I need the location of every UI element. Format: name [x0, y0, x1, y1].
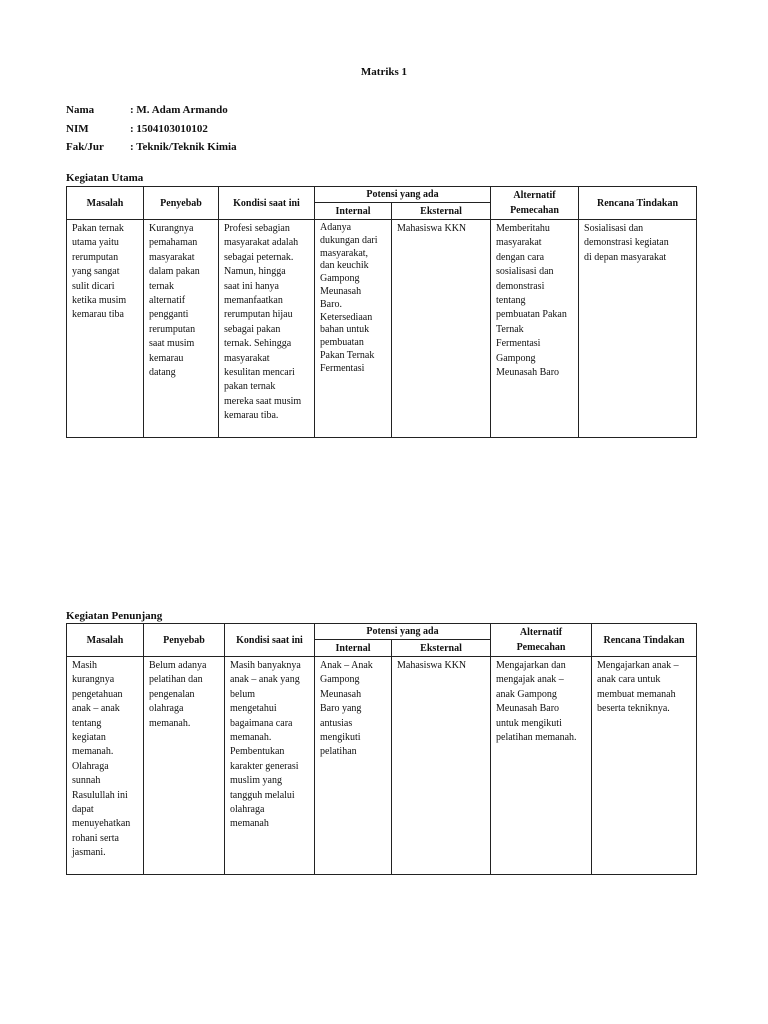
header-masalah: Masalah	[67, 624, 144, 657]
cell-line: jasmani.	[72, 847, 106, 859]
field-label: NIM	[66, 123, 89, 135]
cell-line: karakter generasi	[230, 760, 299, 772]
cell-line: Profesi sebagian	[224, 223, 290, 234]
cell-line: Adanya	[320, 222, 352, 233]
cell-line: dengan cara	[496, 251, 545, 263]
field-value: : 1504103010102	[130, 123, 208, 135]
cell-line: dalam pakan	[149, 266, 200, 278]
cell-line: Mengajarkan dan	[496, 660, 566, 671]
cell-line: Anak – Anak	[320, 660, 373, 671]
cell-line: kemarau tiba	[72, 309, 124, 321]
field-nim	[66, 123, 208, 135]
cell-line: kurangnya	[72, 674, 115, 686]
cell-line: Ternak	[496, 323, 524, 335]
cell-line: memanah.	[149, 717, 191, 729]
cell-line: pakan ternak	[224, 381, 276, 393]
cell-line: saat musim	[149, 338, 195, 350]
cell-line: antusias	[320, 717, 353, 729]
cell-line: rohani serta	[72, 832, 119, 844]
section-label-kegiatan-utama: Kegiatan Utama	[66, 172, 144, 184]
field-label: Nama	[66, 104, 95, 116]
cell-line: masyarakat	[224, 352, 270, 364]
cell-line: di depan masyarakat	[584, 251, 667, 263]
cell-line: tentang	[496, 295, 526, 307]
cell-line: dapat	[72, 804, 94, 816]
cell-line: Mengajarkan anak –	[597, 660, 679, 671]
cell-line: Pakan ternak	[72, 223, 124, 234]
cell-line: tangguh melalui	[230, 789, 295, 801]
cell-line: kemarau tiba.	[224, 410, 279, 422]
cell-line: Masih	[72, 660, 97, 671]
cell-line: sebagai pakan	[224, 323, 281, 335]
cell-line: rerumputan hijau	[224, 309, 293, 321]
cell-line: sebagai peternak.	[224, 251, 294, 263]
field-value: : M. Adam Armando	[130, 104, 228, 116]
cell-line: pemahaman	[149, 237, 198, 249]
cell-line: memanah.	[72, 746, 114, 758]
cell-line: Memberitahu	[496, 223, 550, 234]
cell-line: kemarau	[149, 352, 184, 364]
header-alternatif	[491, 624, 592, 657]
cell-line: datang	[149, 367, 176, 379]
cell-line: anak cara untuk	[597, 674, 661, 686]
cell-line: rerumputan	[149, 323, 196, 335]
cell-line: Baro yang	[320, 703, 362, 715]
cell-kondisi	[225, 657, 315, 875]
cell-line: memanah	[230, 818, 269, 830]
cell-line: ketika musim	[72, 295, 127, 307]
cell-line: membuat memanah	[597, 688, 676, 700]
cell-line: Fermentasi	[496, 338, 541, 350]
cell-line: kesulitan mencari	[224, 367, 295, 379]
cell-line: rerumputan	[72, 251, 119, 263]
cell-line: alternatif	[149, 295, 186, 307]
cell-line: ternak. Sehingga	[224, 338, 292, 350]
header-internal: Internal	[315, 203, 392, 220]
cell-line: pengetahuan	[72, 688, 123, 700]
cell-line: demonstrasi	[496, 280, 545, 292]
header-rencana: Rencana Tindakan	[592, 624, 697, 657]
cell-kondisi	[219, 220, 315, 438]
header-alternatif-line1: Alternatif	[513, 190, 556, 201]
matrix-table-kegiatan-penunjang	[66, 623, 697, 875]
cell-line: memanah.	[230, 732, 272, 744]
header-rencana: Rencana Tindakan	[579, 187, 697, 220]
cell-line: pelatihan memanah.	[496, 732, 577, 744]
header-eksternal: Eksternal	[392, 640, 491, 657]
cell-line: sunnah	[72, 775, 101, 787]
cell-line: masyarakat	[496, 237, 542, 249]
cell-penyebab	[144, 657, 225, 875]
cell-line: utama yaitu	[72, 237, 119, 249]
cell-line: pembuatan Pakan	[496, 309, 567, 321]
header-masalah: Masalah	[67, 187, 144, 220]
cell-line: Pembentukan	[230, 746, 285, 758]
cell-line: Meunasah	[320, 285, 362, 297]
cell-line: Pakan Ternak	[320, 349, 375, 361]
cell-line: Masih banyaknya	[230, 660, 301, 671]
header-alternatif-line2: Pemecahan	[510, 205, 559, 216]
cell-line: Kurangnya	[149, 223, 194, 234]
cell-line: Gampong	[496, 352, 536, 364]
cell-eksternal	[392, 657, 491, 875]
header-eksternal: Eksternal	[392, 203, 491, 220]
header-alternatif-line2: Pemecahan	[516, 642, 566, 653]
cell-line: saat ini hanya	[224, 280, 279, 292]
cell-internal	[315, 220, 392, 438]
cell-line: masyarakat	[149, 251, 195, 263]
header-alternatif	[491, 187, 579, 220]
section-label-kegiatan-penunjang: Kegiatan Penunjang	[66, 610, 163, 622]
cell-line: mengetahui	[230, 703, 277, 715]
cell-line: menuyehatkan	[72, 818, 131, 830]
cell-line: pelatihan dan	[149, 674, 203, 686]
cell-line: Fermentasi	[320, 362, 365, 374]
cell-line: sosialisasi dan	[496, 266, 554, 278]
cell-line: Belum adanya	[149, 660, 207, 671]
field-value: : Teknik/Teknik Kimia	[130, 141, 237, 153]
header-potensi: Potensi yang ada	[315, 624, 491, 640]
cell-line: kegiatan	[72, 732, 106, 744]
cell-line: Mahasiswa KKN	[397, 660, 467, 671]
cell-line: Meunasah Baro	[496, 367, 560, 379]
cell-line: mengikuti	[320, 732, 361, 744]
cell-line: masyarakat,	[320, 247, 369, 259]
field-nama	[66, 104, 228, 116]
cell-line: beserta tekniknya.	[597, 703, 670, 715]
cell-line: bagaimana cara	[230, 717, 293, 729]
cell-line: Ketersediaan	[320, 311, 373, 323]
cell-line: pembuatan	[320, 337, 364, 349]
cell-line: tentang	[72, 717, 102, 729]
cell-line: olahraga	[230, 804, 265, 816]
cell-line: Namun, hingga	[224, 266, 286, 278]
cell-line: dukungan dari	[320, 234, 378, 246]
cell-alternatif	[491, 657, 592, 875]
matrix-table-kegiatan-utama	[66, 186, 697, 438]
cell-line: demonstrasi kegiatan	[584, 237, 669, 249]
cell-line: yang sangat	[72, 266, 120, 278]
cell-line: bahan untuk	[320, 324, 370, 336]
cell-line: Meunasah Baro	[496, 703, 560, 715]
cell-masalah	[67, 220, 144, 438]
cell-line: Sosialisasi dan	[584, 223, 644, 234]
header-penyebab: Penyebab	[144, 187, 219, 220]
cell-line: Gampong	[320, 273, 360, 285]
cell-eksternal	[392, 220, 491, 438]
cell-internal	[315, 657, 392, 875]
cell-line: Baro.	[320, 298, 342, 310]
cell-line: anak Gampong	[496, 688, 557, 700]
header-alternatif-line1: Alternatif	[519, 627, 563, 638]
cell-line: Rasulullah ini	[72, 789, 128, 801]
cell-line: muslim yang	[230, 775, 282, 787]
cell-line: mengajak anak –	[496, 674, 564, 686]
header-kondisi: Kondisi saat ini	[219, 187, 315, 220]
cell-rencana	[592, 657, 697, 875]
cell-line: Olahraga	[72, 760, 109, 772]
cell-line: olahraga	[149, 703, 184, 715]
cell-line: pengganti	[149, 309, 189, 321]
cell-line: Gampong	[320, 674, 360, 686]
header-internal: Internal	[315, 640, 392, 657]
document-title: Matriks 1	[360, 66, 408, 78]
cell-line: belum	[230, 688, 255, 700]
cell-line: ternak	[149, 280, 174, 292]
cell-line: anak – anak	[72, 703, 120, 715]
cell-line: mereka saat musim	[224, 395, 302, 407]
field-fakultas-jurusan	[66, 141, 237, 153]
cell-alternatif	[491, 220, 579, 438]
header-penyebab: Penyebab	[144, 624, 225, 657]
cell-line: Mahasiswa KKN	[397, 223, 467, 234]
cell-rencana	[579, 220, 697, 438]
header-kondisi: Kondisi saat ini	[225, 624, 315, 657]
cell-line: anak – anak yang	[230, 674, 300, 686]
header-potensi: Potensi yang ada	[315, 187, 491, 203]
field-label: Fak/Jur	[66, 141, 104, 153]
cell-line: memanfaatkan	[224, 295, 283, 307]
cell-line: Meunasah	[320, 688, 362, 700]
cell-penyebab	[144, 220, 219, 438]
cell-line: sulit dicari	[72, 280, 115, 292]
cell-line: pelatihan	[320, 746, 357, 758]
cell-line: dan keuchik	[320, 260, 369, 272]
cell-masalah	[67, 657, 144, 875]
cell-line: untuk mengikuti	[496, 717, 562, 729]
cell-line: pengenalan	[149, 688, 195, 700]
cell-line: masyarakat adalah	[224, 237, 299, 249]
